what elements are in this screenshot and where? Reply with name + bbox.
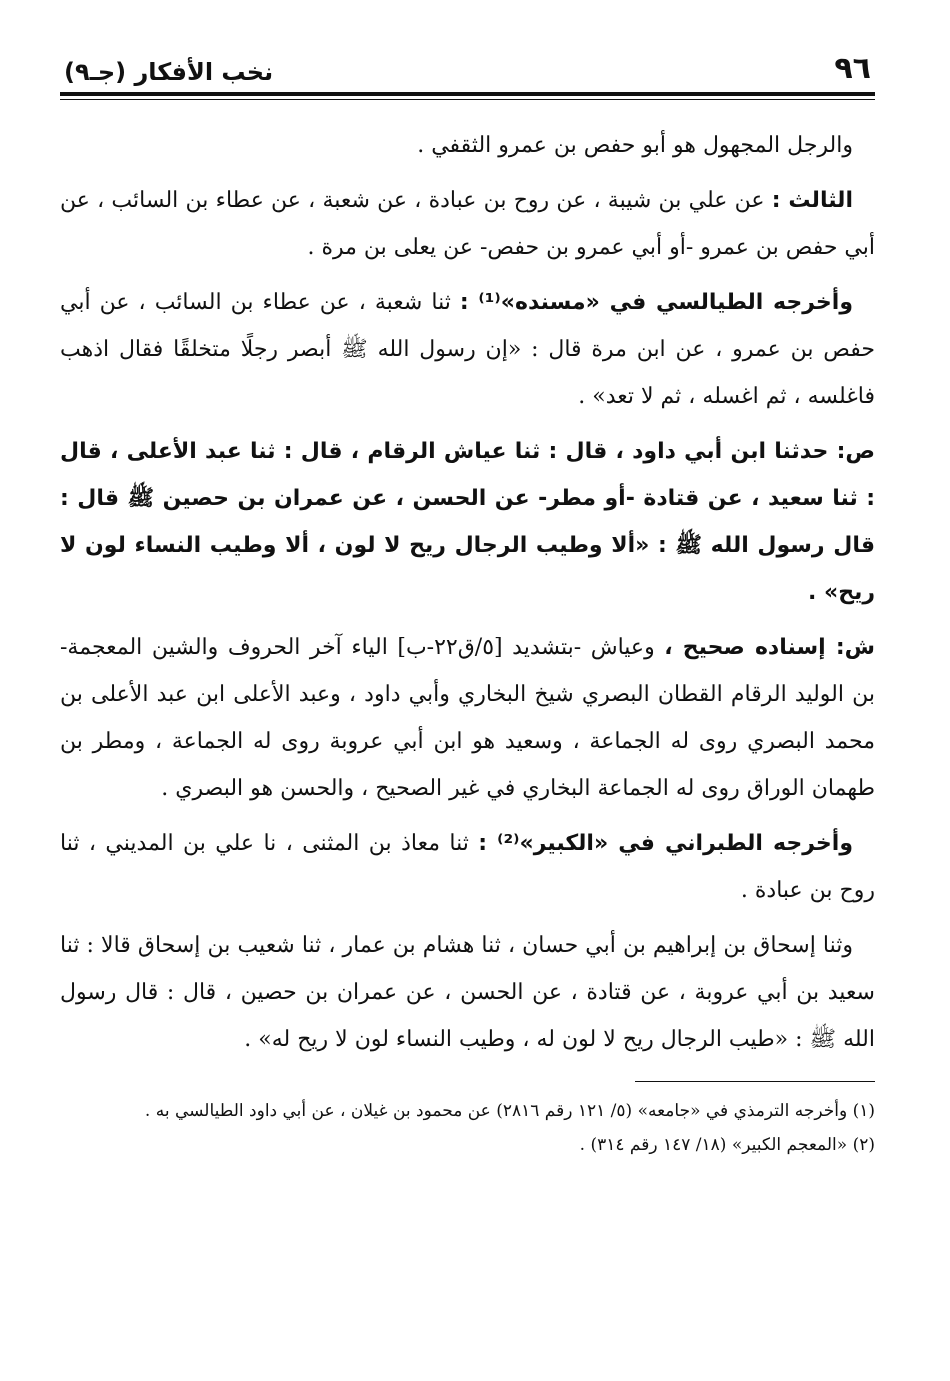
paragraph-5 <box>60 624 875 812</box>
paragraph-2-text: عن علي بن شيبة ، عن روح بن عبادة ، عن شعبة ، عن عطاء بن السائب ، عن أبي حفص بن عمرو -أو أبي عمرو بن حفص- عن يعلى بن مرة . <box>60 188 875 260</box>
paragraph-6-text: ثنا معاذ بن المثنى ، نا علي بن المديني ، ثنا روح بن عبادة . <box>60 831 875 903</box>
running-title: نخب الأفكار (جـ٩) <box>64 58 274 86</box>
footnote-1: (١) وأخرجه الترمذي في «جامعه» (٥/ ١٢١ رقم ٢٨١٦) عن محمود بن غيلان ، عن أبي داود الطيالسي به . <box>144 1101 875 1121</box>
page-number: ٩٦ <box>834 51 871 86</box>
footnotes <box>60 1094 875 1162</box>
paragraph-5-lead: ش: إسناده صحيح ، <box>664 635 875 660</box>
paragraph-2 <box>60 177 875 271</box>
footnote-2: (٢) «المعجم الكبير» (١٨/ ١٤٧ رقم ٣١٤) . <box>579 1135 875 1155</box>
paragraph-6 <box>60 820 875 914</box>
paragraph-3-lead: وأخرجه الطيالسي في «مسنده»⁽¹⁾ : <box>459 290 854 315</box>
paragraph-4: ص: حدثنا ابن أبي داود ، قال : ثنا عياش الرقام ، قال : ثنا عبد الأعلى ، قال : ثنا سعيد ، عن قتادة -أو مطر- عن الحسن ، عن عمران بن حصين ﷺ قال : قال رسول الله ﷺ : «ألا وطيب الرجال ريح لا لون ، ألا وطيب النساء لون لا ريح» . <box>60 439 875 605</box>
footnote-separator <box>635 1081 875 1082</box>
paragraph-7: وثنا إسحاق بن إبراهيم بن أبي حسان ، ثنا هشام بن عمار ، ثنا شعيب بن إسحاق قالا : ثنا سعيد بن أبي عروبة ، عن قتادة ، عن الحسن ، عن عمران بن حصين ، قال : قال رسول الله ﷺ : «طيب الرجال ريح لا لون له ، وطيب النساء لون لا ريح له» . <box>60 933 875 1052</box>
paragraph-2-lead: الثالث : <box>771 188 853 213</box>
paragraph-5-text: وعياش -بتشديد [٥/ق٢٢-ب] الياء آخر الحروف والشين المعجمة- بن الوليد الرقام القطان البصري شيخ البخاري وأبي داود ، وعبد الأعلى ابن عبد الأعلى بن محمد البصري روى له الجماعة ، وسعيد هو ابن أبي عروبة روى له الجماعة ، ومطر بن طهمان الوراق روى له الجماعة البخاري في غير الصحيح ، والحسن هو البصري . <box>60 635 875 801</box>
book-page <box>60 38 875 1162</box>
paragraph-3 <box>60 279 875 420</box>
main-text <box>60 122 875 1063</box>
paragraph-3-text: ثنا شعبة ، عن عطاء بن السائب ، عن أبي حفص بن عمرو ، عن ابن مرة قال : «إن رسول الله ﷺ أبصر رجلًا متخلقًا فقال اذهب فاغلسه ، ثم اغسله ، ثم لا تعد» . <box>60 290 875 409</box>
header-rule-thin <box>60 99 875 100</box>
paragraph-6-lead: وأخرجه الطبراني في «الكبير»⁽²⁾ : <box>478 831 854 856</box>
header-rule-thick <box>60 92 875 96</box>
paragraph-1: والرجل المجهول هو أبو حفص بن عمرو الثقفي . <box>417 133 853 158</box>
page-header <box>60 38 875 84</box>
